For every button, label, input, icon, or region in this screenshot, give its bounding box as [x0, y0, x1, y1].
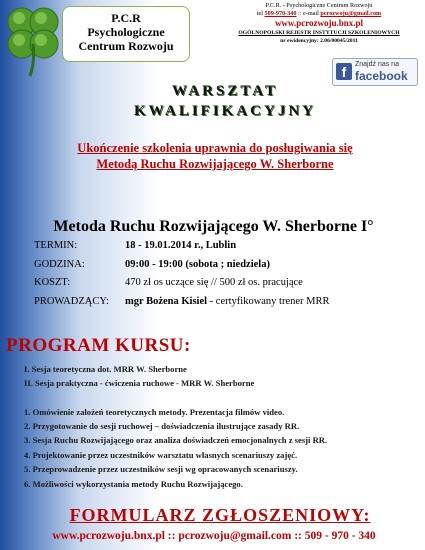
program-title: PROGRAM KURSU: — [6, 335, 191, 356]
footer-contact: www.pcrozwoju.bnx.pl :: pcrozwoju@gmail.com :: 509 - 970 - 340 — [52, 530, 376, 542]
session-item: II. Sesja praktyczna - ćwiczenia ruchowe - MRR W. Sherborne — [24, 378, 255, 388]
tel-link[interactable]: 509-970-340 — [264, 10, 297, 17]
subtitle-line: Metodą Ruchu Rozwijającego W. Sherborne — [96, 157, 334, 171]
koszt-value: 470 zł os uczące się // 500 zł os. pracujące — [125, 277, 303, 288]
tel-label: tel — [256, 10, 263, 17]
certificate-subtitle — [20, 140, 410, 172]
registry-text: OGÓLNOPOLSKI REJESTR INSTYTUCJI SZKOLENIOWYCH — [238, 30, 400, 36]
course-title: Metoda Ruchu Rozwijającego W. Sherborne I° — [53, 218, 374, 235]
subtitle-line: Ukończenie szkolenia uprawnia do posługiwania się — [77, 141, 353, 155]
workshop-title — [60, 81, 390, 121]
session-item: I. Sesja teoretyczna dot. MRR W. Sherborne — [24, 364, 187, 374]
termin-value: 18 - 19.01.2014 r., Lublin — [125, 240, 237, 251]
org-name-line: P.C.R — [111, 11, 141, 25]
godzina-value: 09:00 - 19:00 (sobota ; niedziela) — [125, 259, 270, 270]
registration-form-link[interactable]: FORMULARZ ZGŁOSZENIOWY: — [69, 505, 371, 525]
godzina-label: GODZINA: — [34, 259, 85, 270]
email-link[interactable]: pcrozwoju@gmail.com — [320, 10, 382, 17]
prowadzacy-label: PROWADZĄCY: — [34, 296, 109, 307]
trainer-title: - certyfikowany trener MRR — [207, 296, 330, 307]
program-point: 4. Projektowanie przez uczestników warsztatu własnych scenariuszy zajęć. — [24, 450, 298, 460]
prowadzacy-value — [125, 296, 330, 307]
org-name-line: Psychologiczne — [87, 25, 165, 39]
trainer-name: mgr Bożena Kisiel — [125, 296, 208, 307]
registry-number: nr ewidencyjny: 2.06/00045/2011 — [280, 38, 358, 44]
contact-line — [214, 10, 424, 18]
program-point: 1. Omówienie założeń teoretycznych metody. Prezentacja filmów video. — [24, 407, 285, 417]
org-name-box — [62, 6, 190, 62]
program-point: 2. Przygotowanie do sesji ruchowej – doświadczenia ilustrujące zasady RR. — [24, 421, 300, 431]
workshop-title-line: WARSZTAT — [172, 83, 278, 99]
org-contact-info — [214, 2, 424, 45]
facebook-label: facebook — [355, 69, 408, 83]
program-point: 6. Możliwości wykorzystania metody Ruchu Rozwijającego. — [24, 479, 243, 489]
program-point: 3. Sesja Ruchu Rozwijającego oraz analiza doświadczeń emocjonalnych z sesji RR. — [24, 435, 328, 445]
koszt-label: KOSZT: — [34, 277, 71, 288]
email-label: :: e-mail — [298, 10, 319, 17]
program-point: 5. Przeprowadzenie przez uczestników sesji wg opracowanych scenariuszy. — [24, 464, 298, 474]
clover-logo — [4, 4, 62, 78]
org-name-line: Centrum Rozwoju — [78, 39, 174, 53]
website-link[interactable]: www.pcrozwoju.bnx.pl — [274, 18, 364, 28]
org-full-name: P.C.R. - Psychologiczne Centrum Rozwoju — [265, 2, 373, 9]
termin-label: TERMIN: — [34, 240, 78, 251]
facebook-icon: f — [336, 63, 352, 80]
workshop-title-line: KWALIFIKACYJNY — [133, 103, 316, 119]
facebook-find-label: Znajdź nas na — [355, 61, 399, 68]
